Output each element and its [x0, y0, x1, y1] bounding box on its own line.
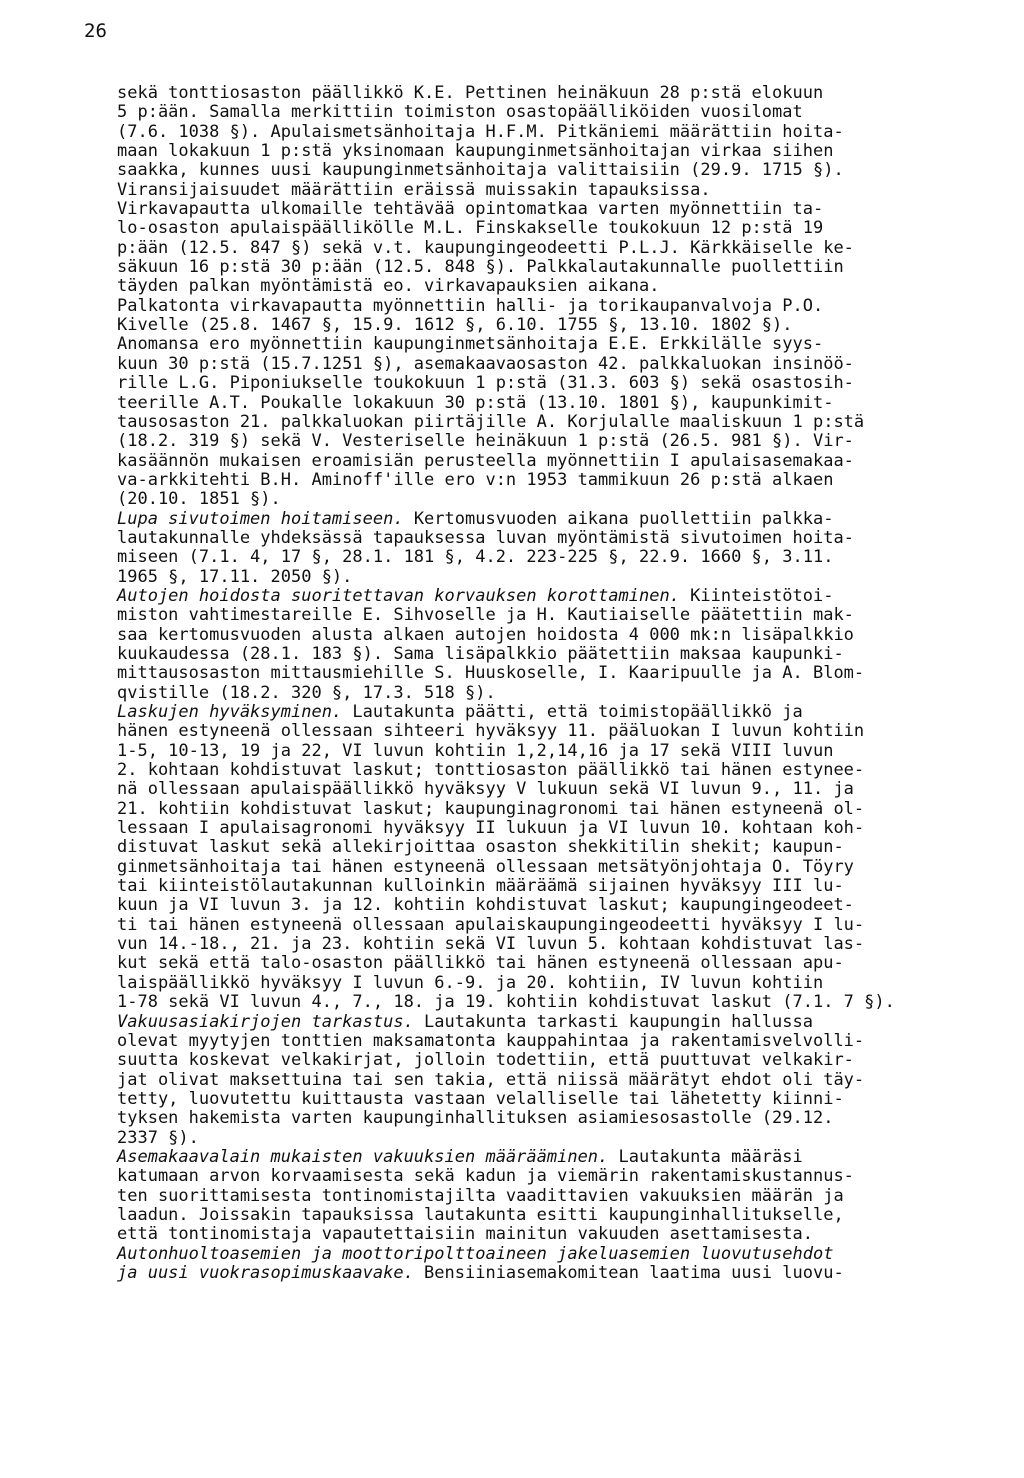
text-line [117, 568, 957, 587]
text-line [117, 1187, 957, 1206]
line-text: sekä tonttiosaston päällikkö K.E. Pettinen heinäkuun 28 p:stä elokuun [117, 83, 824, 103]
text-line [117, 761, 957, 780]
text-line [117, 664, 957, 683]
text-line [117, 277, 957, 296]
line-text: tyksen hakemista varten kaupunginhallituksen asiamiesosastolle (29.12. [117, 1108, 834, 1129]
text-line [117, 471, 957, 490]
text-line [117, 529, 957, 548]
line-text: 21. kohtiin kohdistuvat laskut; kaupunginagronomi tai hänen estyneenä ol- [117, 798, 865, 819]
text-line [117, 123, 957, 142]
text-line [117, 1013, 957, 1032]
text-line [117, 258, 957, 277]
text-line [117, 838, 957, 857]
text-line [117, 684, 957, 703]
section-heading: Autonhuoltoasemien ja moottoripolttoaineen jakeluasemien luovutusehdot [117, 1243, 834, 1264]
line-text: qvistille (18.2. 320 §, 17.3. 518 §). [117, 682, 496, 703]
line-text: katumaan arvon korvaamisesta sekä kadun ja viemärin rakentamiskustannus- [117, 1166, 854, 1187]
text-line [117, 626, 957, 645]
text-line [117, 413, 957, 432]
text-line [117, 858, 957, 877]
line-text: teerille A.T. Poukalle lokakuun 30 p:stä (13.10. 1801 §), kaupunkimit- [117, 392, 834, 413]
text-line [117, 1206, 957, 1225]
line-text: Lautakunta tarkasti kaupungin hallussa [413, 1011, 813, 1032]
text-line [117, 432, 957, 451]
line-text: jat olivat maksettuina tai sen takia, että niissä määrätyt ehdot oli täy- [117, 1069, 865, 1090]
line-text: suutta koskevat velkakirjat, jolloin todettiin, että puuttuvat velkakir- [117, 1050, 854, 1071]
line-text: saa kertomusvuoden alusta alkaen autojen hoidosta 4 000 mk:n lisäpalkkio [117, 624, 854, 645]
text-line [117, 239, 957, 258]
line-text: 2. kohtaan kohdistuvat laskut; tonttiosaston päällikkö tai hänen estynee- [117, 760, 865, 781]
line-text: olevat myytyjen tonttien maksamatonta kauppahintaa ja rakentamisvelvolli- [117, 1030, 865, 1051]
line-text: Virkavapautta ulkomaille tehtävää opintomatkaa varten myönnettiin ta- [117, 199, 824, 220]
line-text: lessaan I apulaisagronomi hyväksyy II lukuun ja VI luvun 10. kohtaan koh- [117, 818, 865, 839]
line-text: ginmetsänhoitaja tai hänen estyneenä ollessaan metsätyönjohtaja O. Töyry [117, 856, 854, 877]
text-line [117, 1129, 957, 1148]
line-text: (18.2. 319 §) sekä V. Vesteriselle heinäkuun 1 p:stä (26.5. 981 §). Vir- [117, 431, 854, 452]
line-text: laadun. Joissakin tapauksissa lautakunta esitti kaupunginhallitukselle, [117, 1204, 844, 1225]
section-heading: Lupa sivutoimen hoitamiseen. [117, 508, 404, 529]
text-line [117, 374, 957, 393]
text-line [117, 645, 957, 664]
line-text: (7.6. 1038 §). Apulaismetsänhoitaja H.F.M. Pitkäniemi määrättiin hoita- [117, 121, 844, 142]
text-line [117, 297, 957, 316]
line-text: täyden palkan myöntämistä eo. virkavapauksien aikana. [117, 276, 660, 297]
line-text: kuun 30 p:stä (15.7.1251 §), asemakaavaosaston 42. palkkaluokan insinöö- [117, 353, 854, 374]
text-line [117, 993, 957, 1012]
text-line [117, 954, 957, 973]
text-line [117, 703, 957, 722]
text-line [117, 142, 957, 161]
text-line [117, 1071, 957, 1090]
line-text: tausosaston 21. palkkaluokan piirtäjille A. Korjulalle maaliskuun 1 p:stä [117, 411, 865, 432]
text-line [117, 219, 957, 238]
line-text: rille L.G. Piponiukselle toukokuun 1 p:stä (31.3. 603 §) sekä osastosih- [117, 373, 854, 394]
line-text: 1-5, 10-13, 19 ja 22, VI luvun kohtiin 1,2,14,16 ja 17 sekä VIII luvun [117, 740, 834, 761]
text-line [117, 452, 957, 471]
text-line [117, 200, 957, 219]
line-text: Anomansa ero myönnettiin kaupunginmetsänhoitaja E.E. Erkkilälle syys- [117, 334, 824, 355]
line-text: Viransijaisuudet määrättiin eräissä muissakin tapauksissa. [117, 179, 711, 200]
line-text: distuvat laskut sekä allekirjoittaa osaston shekkitilin shekit; kaupun- [117, 837, 844, 858]
text-line [117, 935, 957, 954]
line-text: ten suorittamisesta tontinomistajilta vaadittavien vakuuksien määrän ja [117, 1185, 844, 1206]
text-line [117, 916, 957, 935]
text-line [117, 84, 957, 103]
line-text: 5 p:ään. Samalla merkittiin toimiston osastopäälliköiden vuosilomat [117, 102, 803, 123]
text-line [117, 780, 957, 799]
line-text: saakka, kunnes uusi kaupunginmetsänhoitaja valittaisiin (29.9. 1715 §). [117, 160, 844, 181]
line-text: Lautakunta määräsi [608, 1146, 803, 1167]
line-text: nä ollessaan apulaispäällikkö hyväksyy V lukuun sekä VI luvun 9., 11. ja [117, 779, 854, 800]
text-line [117, 587, 957, 606]
line-text: va-arkkitehti B.H. Aminoff'ille ero v:n 1953 tammikuun 26 p:stä alkaen [117, 469, 834, 490]
line-text: miston vahtimestareille E. Sihvoselle ja H. Kautiaiselle päätettiin mak- [117, 605, 854, 626]
text-body [117, 84, 957, 1283]
text-line [117, 394, 957, 413]
line-text: Lautakunta päätti, että toimistopäällikkö ja [342, 702, 803, 722]
text-line [117, 722, 957, 741]
text-line [117, 355, 957, 374]
line-text: maan lokakuun 1 p:stä yksinomaan kaupunginmetsänhoitajan virkaa siihen [117, 141, 834, 162]
line-text: kasäännön mukaisen eroamisiän perusteella myönnettiin I apulaisasemakaa- [117, 450, 854, 471]
line-text: lo-osaston apulaispäällikölle M.L. Finskakselle toukokuun 12 p:stä 19 [117, 218, 824, 239]
text-line [117, 742, 957, 761]
line-text: Kiinteistötoi- [679, 585, 834, 606]
text-line [117, 1032, 957, 1051]
section-heading: Asemakaavalain mukaisten vakuuksien määrääminen. [117, 1146, 609, 1167]
line-text: 1-78 sekä VI luvun 4., 7., 18. ja 19. kohtiin kohdistuvat laskut (7.1. 7 §). [117, 992, 895, 1013]
line-text: että tontinomistaja vapautettaisiin mainitun vakuuden asettamisesta. [117, 1224, 813, 1245]
line-text: kuukaudessa (28.1. 183 §). Sama lisäpalkkio päätettiin maksaa kaupunki- [117, 643, 844, 664]
text-line [117, 896, 957, 915]
text-line [117, 1225, 957, 1244]
text-line [117, 1167, 957, 1186]
text-line [117, 1090, 957, 1109]
line-text: Palkatonta virkavapautta myönnettiin halli- ja torikaupanvalvoja P.O. [117, 295, 824, 316]
line-text: ti tai hänen estyneenä ollessaan apulaiskaupungingeodeetti hyväksyy I lu- [117, 914, 865, 935]
text-line [117, 1245, 957, 1264]
section-heading: ja uusi vuokrasopimuskaavake. [117, 1262, 414, 1283]
page-number: 26 [84, 20, 107, 42]
text-line [117, 800, 957, 819]
section-heading: Autojen hoidosta suoritettavan korvauksen korottaminen. [117, 585, 680, 606]
text-line [117, 490, 957, 509]
text-line [117, 1051, 957, 1070]
text-line [117, 335, 957, 354]
line-text: 1965 §, 17.11. 2050 §). [117, 566, 353, 587]
text-line [117, 606, 957, 625]
line-text: lautakunnalle yhdeksässä tapauksessa luvan myöntämistä sivutoimen hoita- [117, 527, 854, 548]
section-heading: Laskujen hyväksyminen. [117, 702, 343, 722]
line-text: tetty, luovutettu kuittausta vastaan velalliselle tai lähetetty kiinni- [117, 1088, 844, 1109]
line-text: kuun ja VI luvun 3. ja 12. kohtiin kohdistuvat laskut; kaupungingeodeet- [117, 895, 854, 916]
line-text: miseen (7.1. 4, 17 §, 28.1. 181 §, 4.2. 223-225 §, 22.9. 1660 §, 3.11. [117, 547, 834, 568]
text-line [117, 103, 957, 122]
text-line [117, 1148, 957, 1167]
text-line [117, 974, 957, 993]
line-text: hänen estyneenä ollessaan sihteeri hyväksyy 11. pääluokan I luvun kohtiin [117, 721, 865, 742]
text-line [117, 877, 957, 896]
line-text: laispäällikkö hyväksyy I luvun 6.-9. ja 20. kohtiin, IV luvun kohtiin [117, 972, 824, 993]
line-text: mittausosaston mittausmiehille S. Huuskoselle, I. Kaaripuulle ja A. Blom- [117, 663, 865, 684]
line-text: 2337 §). [117, 1127, 199, 1148]
text-line [117, 1109, 957, 1128]
text-line [117, 181, 957, 200]
line-text: säkuun 16 p:stä 30 p:ään (12.5. 848 §). Palkkalautakunnalle puollettiin [117, 257, 844, 278]
text-line [117, 510, 957, 529]
text-line [117, 819, 957, 838]
text-line [117, 316, 957, 335]
text-line [117, 1264, 957, 1283]
line-text: kut sekä että talo-osaston päällikkö tai hänen estyneenä ollessaan apu- [117, 953, 844, 974]
line-text: tai kiinteistölautakunnan kulloinkin määräämä sijainen hyväksyy III lu- [117, 876, 844, 897]
line-text: p:ään (12.5. 847 §) sekä v.t. kaupungingeodeetti P.L.J. Kärkkäiselle ke- [117, 237, 854, 258]
text-line [117, 161, 957, 180]
line-text: Kivelle (25.8. 1467 §, 15.9. 1612 §, 6.10. 1755 §, 13.10. 1802 §). [117, 315, 793, 336]
text-line [117, 548, 957, 567]
line-text: Bensiiniasemakomitean laatima uusi luovu- [413, 1262, 844, 1283]
line-text: (20.10. 1851 §). [117, 489, 281, 510]
section-heading: Vakuusasiakirjojen tarkastus. [117, 1011, 414, 1032]
line-text: Kertomusvuoden aikana puollettiin palkka- [403, 508, 834, 529]
line-text: vun 14.-18., 21. ja 23. kohtiin sekä VI luvun 5. kohtaan kohdistuvat las- [117, 934, 865, 955]
